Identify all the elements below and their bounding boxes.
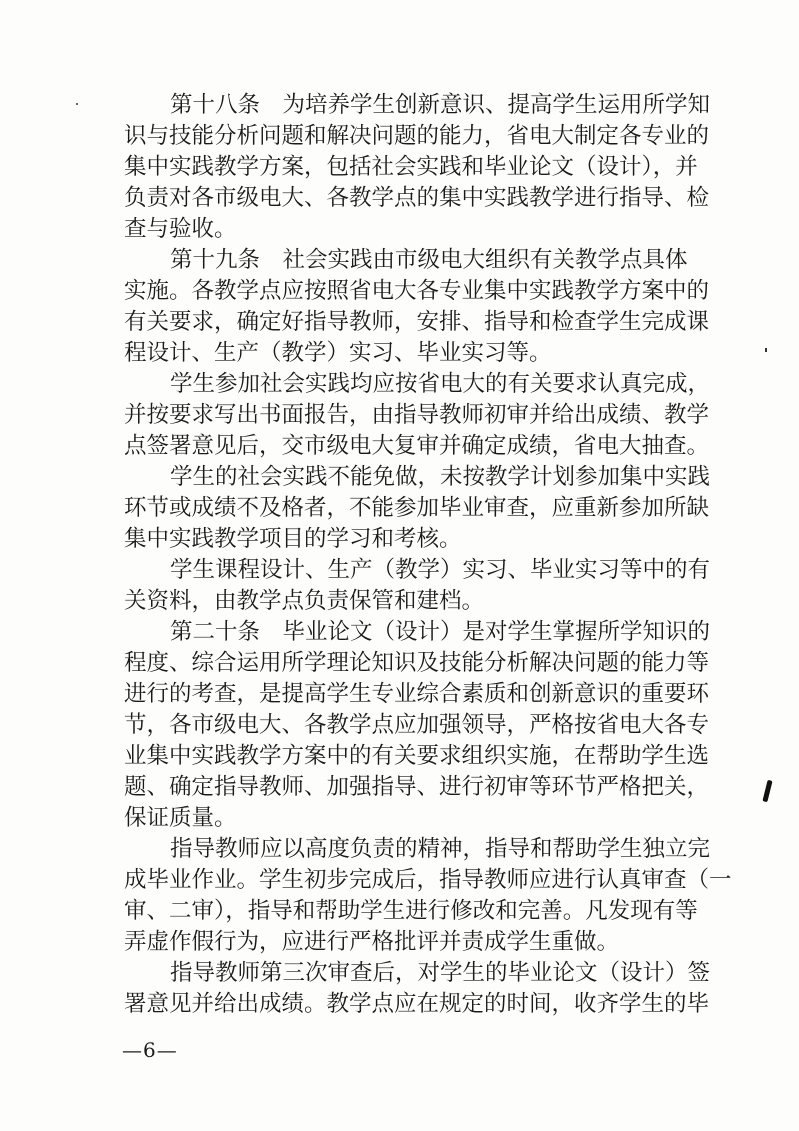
page-number: —6— bbox=[122, 1038, 178, 1062]
text-line: 学生的社会实践不能免做，未按教学计划参加集中实践 bbox=[170, 464, 711, 490]
text-line: 第二十条 毕业论文（设计）是对学生掌握所学知识的 bbox=[170, 619, 711, 645]
text-line: 学生参加社会实践均应按省电大的有关要求认真完成， bbox=[170, 371, 711, 397]
text-line: 关资料，由教学点负责保管和建档。 bbox=[124, 588, 485, 614]
text-line: 成毕业作业。学生初步完成后，指导教师应进行认真审查（一 bbox=[124, 867, 732, 893]
text-line: 并按要求写出书面报告，由指导教师初审并给出成绩、教学 bbox=[124, 402, 710, 428]
text-line: 进行的考查，是提高学生专业综合素质和创新意识的重要环 bbox=[124, 681, 710, 707]
text-line: 署意见并给出成绩。教学点应在规定的时间，收齐学生的毕 bbox=[124, 991, 710, 1017]
text-line: 负责对各市级电大、各教学点的集中实践教学进行指导、检 bbox=[124, 185, 710, 211]
text-line: 学生课程设计、生产（教学）实习、毕业实习等中的有 bbox=[170, 557, 711, 583]
body-text bbox=[124, 90, 732, 1020]
text-line: 识与技能分析问题和解决问题的能力，省电大制定各专业的 bbox=[124, 123, 710, 149]
text-line: 业集中实践教学方案中的有关要求组织实施，在帮助学生选 bbox=[124, 743, 710, 769]
text-line: 环节或成绩不及格者，不能参加毕业审查，应重新参加所缺 bbox=[124, 495, 710, 521]
ink-mark bbox=[762, 780, 772, 803]
text-line: 节，各市级电大、各教学点应加强领导，严格按省电大各专 bbox=[124, 712, 710, 738]
text-line: 程设计、生产（教学）实习、毕业实习等。 bbox=[124, 340, 552, 366]
text-line: 指导教师第三次审查后，对学生的毕业论文（设计）签 bbox=[170, 960, 711, 986]
text-line: 实施。各教学点应按照省电大各专业集中实践教学方案中的 bbox=[124, 278, 710, 304]
text-line: 集中实践教学方案，包括社会实践和毕业论文（设计），并 bbox=[124, 154, 698, 180]
text-line: 点签署意见后，交市级电大复审并确定成绩，省电大抽查。 bbox=[124, 433, 710, 459]
text-line: 有关要求，确定好指导教师，安排、指导和检查学生完成课 bbox=[124, 309, 710, 335]
text-line: 审、二审），指导和帮助学生进行修改和完善。凡发现有等 bbox=[124, 898, 698, 924]
text-line: 第十九条 社会实践由市级电大组织有关教学点具体 bbox=[170, 247, 688, 273]
scan-speck bbox=[765, 348, 767, 352]
scan-speck bbox=[76, 103, 78, 105]
text-line: 题、确定指导教师、加强指导、进行初审等环节严格把关， bbox=[124, 774, 710, 800]
text-line: 第十八条 为培养学生创新意识、提高学生运用所学知 bbox=[170, 92, 711, 118]
text-line: 查与验收。 bbox=[124, 216, 237, 242]
text-line: 指导教师应以高度负责的精神，指导和帮助学生独立完 bbox=[170, 836, 711, 862]
text-line: 程度、综合运用所学理论知识及技能分析解决问题的能力等 bbox=[124, 650, 710, 676]
text-line: 集中实践教学项目的学习和考核。 bbox=[124, 526, 462, 552]
text-line: 弄虚作假行为，应进行严格批评并责成学生重做。 bbox=[124, 929, 620, 955]
text-line: 保证质量。 bbox=[124, 805, 237, 831]
